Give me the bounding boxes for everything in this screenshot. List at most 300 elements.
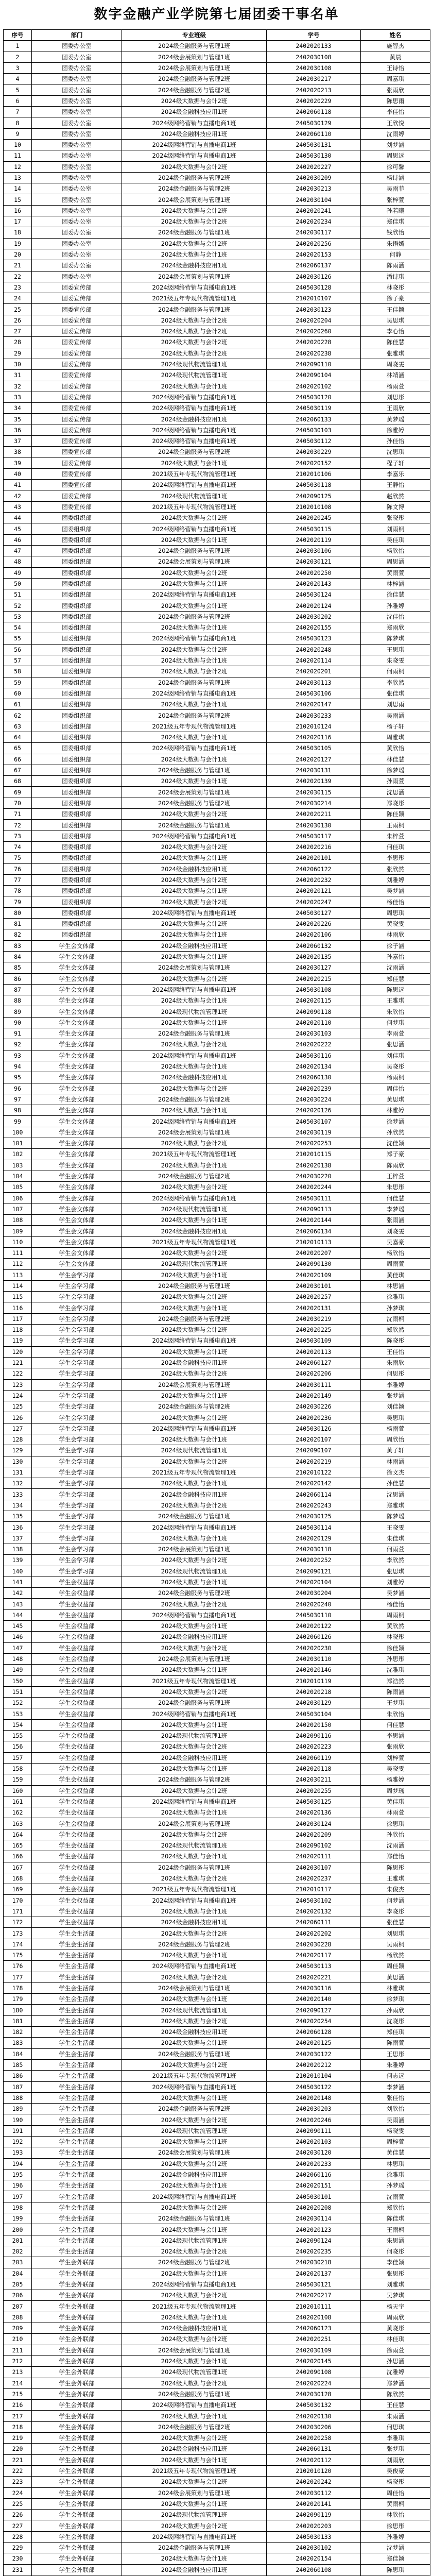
row-name: 林雨萱 [361,1807,430,1818]
row-department: 团委组织部 [32,841,122,852]
row-name: 吴雨桐 [361,1939,430,1950]
row-department: 团委宣传部 [32,315,122,326]
row-class: 2024级大数据与会计2班 [122,1039,267,1050]
row-index: 54 [4,622,32,633]
row-index: 186 [4,2071,32,2081]
row-student-id: 2402030102 [267,2542,361,2553]
row-index: 211 [4,2345,32,2355]
row-department: 学生会生活部 [32,2246,122,2257]
row-name: 沈雨涵 [361,1840,430,1851]
row-name: 周佳颖 [361,1961,430,1972]
row-student-id: 2102010115 [267,1149,361,1160]
row-department: 学生会文体部 [32,1171,122,1181]
row-class: 2024级会展策划与管理1班 [122,271,267,282]
row-name: 沈雨婷 [361,128,430,139]
row-name: 吴思琪 [361,315,430,326]
row-class: 2024级金融服务与管理1班 [122,677,267,688]
row-student-id: 2402020247 [267,896,361,907]
row-class: 2024级现代物流管理1班 [122,490,267,501]
row-class: 2024级金融服务与管理2班 [122,2104,267,2114]
row-index: 124 [4,1390,32,1401]
row-class: 2024级大数据与会计2班 [122,348,267,359]
row-index: 167 [4,1862,32,1873]
row-name: 林晓彤 [361,282,430,293]
row-department: 团委组织部 [32,611,122,622]
row-student-id: 2402020229 [267,95,361,106]
row-department: 学生会生活部 [32,1994,122,2005]
table-row [4,1138,430,1148]
row-department: 学生会外联部 [32,2553,122,2564]
row-index: 67 [4,765,32,775]
row-student-id: 2402090108 [267,2367,361,2378]
row-class: 2024级大数据与会计1班 [122,457,267,468]
row-department: 团委宣传部 [32,282,122,293]
row-class: 2024级现代物流管理1班 [122,1566,267,1577]
table-row [4,1467,430,1478]
row-name: 李佳颖 [361,2257,430,2268]
row-name: 刘雨桐 [361,523,430,534]
row-class: 2024级大数据与会计1班 [122,1346,267,1357]
row-name: 陈雨萱 [361,2038,430,2048]
row-index: 184 [4,2048,32,2059]
row-student-id: 2402020246 [267,2114,361,2125]
row-student-id: 2402020217 [267,2290,361,2301]
table-row [4,425,430,435]
row-index: 221 [4,2454,32,2465]
table-row [4,1094,430,1105]
row-name: 张佳慧 [361,1917,430,1928]
row-index: 111 [4,1247,32,1258]
row-index: 172 [4,1917,32,1928]
table-row [4,2169,430,2180]
row-index: 189 [4,2104,32,2114]
row-department: 团委组织部 [32,545,122,556]
table-row [4,919,430,929]
row-student-id: 2402020101 [267,853,361,863]
row-name: 何静 [361,249,430,260]
row-class: 2024级大数据与会计2班 [122,205,267,216]
row-department: 学生会生活部 [32,2038,122,2048]
row-department: 学生会文体部 [32,995,122,1006]
row-student-id: 2402020123 [267,2224,361,2235]
row-index: 24 [4,293,32,304]
row-student-id: 2402030219 [267,1313,361,1324]
row-index: 116 [4,1302,32,1313]
row-student-id: 2402020219 [267,1456,361,1467]
row-class: 2024级金融服务与管理1班 [122,2542,267,2553]
table-row [4,732,430,743]
row-name: 陈欣然 [361,2388,430,2399]
row-department: 学生会学习部 [32,1423,122,1434]
row-index: 91 [4,1028,32,1039]
row-index: 114 [4,1280,32,1291]
row-index: 140 [4,1566,32,1577]
row-name: 沈晓彤 [361,2015,430,2026]
row-student-id: 2405030125 [267,1796,361,1807]
row-class: 2024级大数据与会计2班 [122,1928,267,1939]
row-name: 王晓雯 [361,1522,430,1533]
row-department: 学生会文体部 [32,1236,122,1247]
table-row [4,2400,430,2411]
row-index: 131 [4,1467,32,1478]
row-name: 徐梦瑶 [361,765,430,775]
row-class: 2024级现代物流管理1班 [122,359,267,369]
row-student-id: 2102010104 [267,2071,361,2081]
row-name: 李雅琪 [361,2433,430,2444]
row-department: 学生会外联部 [32,2421,122,2432]
row-name: 何佳慧 [361,1719,430,1730]
row-name: 孙思涵 [361,2355,430,2366]
table-row [4,392,430,402]
table-row [4,523,430,534]
row-name: 周梓萱 [361,2137,430,2147]
row-class: 2024级大数据与会计1班 [122,600,267,611]
row-class: 2024级金融科技应用1班 [122,2169,267,2180]
row-student-id: 2402090102 [267,1840,361,1851]
row-class: 2024级大数据与会计1班 [122,2268,267,2279]
row-class: 2024级网络营销与直播电商1班 [122,1193,267,1204]
table-row [4,1489,430,1500]
row-index: 19 [4,238,32,249]
row-department: 学生会生活部 [32,2104,122,2114]
row-class: 2024级大数据与会计2班 [122,1785,267,1796]
header-class: 专业班级 [122,30,267,41]
row-department: 学生会学习部 [32,1390,122,1401]
row-name: 刘雅婷 [361,874,430,885]
row-index: 185 [4,2059,32,2070]
row-name: 林雅婷 [361,1105,430,1116]
row-name: 周晓雯 [361,359,430,369]
row-student-id: 2402030129 [267,1698,361,1708]
row-class: 2024级大数据与会计1班 [122,1763,267,1774]
row-student-id: 2402060114 [267,1489,361,1500]
row-index: 160 [4,1785,32,1796]
row-department: 团委组织部 [32,765,122,775]
table-row [4,545,430,556]
row-class: 2024级大数据与会计2班 [122,896,267,907]
table-row [4,1708,430,1719]
row-index: 230 [4,2553,32,2564]
row-index: 48 [4,556,32,567]
row-index: 85 [4,962,32,973]
row-class: 2024级网络营销与直播电商1班 [122,1423,267,1434]
row-name: 刘思雨 [361,699,430,710]
row-student-id: 2102010113 [267,1236,361,1247]
row-name: 林佳琪 [361,2334,430,2345]
table-row [4,2421,430,2432]
row-index: 44 [4,513,32,523]
row-department: 团委组织部 [32,710,122,721]
row-department: 团委组织部 [32,907,122,918]
table-row [4,1840,430,1851]
table-row [4,1642,430,1653]
row-department: 学生会学习部 [32,1269,122,1280]
row-student-id: 2405030101 [267,2191,361,2202]
table-row [4,1028,430,1039]
table-row [4,1719,430,1730]
row-index: 164 [4,1829,32,1840]
row-department: 学生会学习部 [32,1434,122,1445]
row-department: 团委组织部 [32,896,122,907]
row-name: 朱思涵 [361,2235,430,2246]
row-index: 120 [4,1346,32,1357]
row-student-id: 2402030204 [267,1588,361,1599]
row-class: 2024级网络营销与直播电商1班 [122,1895,267,1906]
row-student-id: 2402020245 [267,513,361,523]
row-name: 黄思琪 [361,1094,430,1105]
row-student-id: 2402090127 [267,2005,361,2015]
row-department: 团委组织部 [32,677,122,688]
row-index: 100 [4,1127,32,1138]
row-name: 沈思涵 [361,787,430,798]
row-index: 90 [4,1017,32,1028]
row-student-id: 2402020104 [267,1577,361,1587]
row-department: 学生会文体部 [32,1259,122,1269]
row-student-id: 2402020240 [267,1599,361,1609]
row-student-id: 2402060128 [267,2027,361,2038]
row-department: 团委办公室 [32,84,122,95]
row-index: 9 [4,128,32,139]
table-row [4,1335,430,1346]
row-index: 149 [4,1665,32,1675]
row-name: 周嘉琪 [361,74,430,84]
row-class: 2024级金融服务与管理1班 [122,545,267,556]
row-department: 学生会文体部 [32,1017,122,1028]
table-row [4,1698,430,1708]
table-row [4,260,430,271]
row-class: 2024级大数据与会计1班 [122,2411,267,2421]
row-class: 2024级金融服务与管理1班 [122,304,267,315]
row-student-id: 2405030131 [267,139,361,150]
row-student-id: 2402020139 [267,776,361,787]
table-row [4,1171,430,1181]
row-index: 93 [4,1050,32,1061]
row-class: 2024级大数据与会计1班 [122,886,267,896]
row-class: 2024级大数据与会计2班 [122,1555,267,1566]
table-row [4,776,430,787]
row-class: 2024级大数据与会计1班 [122,2454,267,2465]
row-student-id: 2402030203 [267,2104,361,2114]
row-index: 155 [4,1731,32,1741]
row-index: 144 [4,1609,32,1620]
row-department: 学生会文体部 [32,1105,122,1116]
table-row [4,414,430,425]
row-department: 学生会外联部 [32,2433,122,2444]
row-student-id: 2402020256 [267,238,361,249]
row-class: 2024级大数据与会计2班 [122,2520,267,2531]
row-class: 2024级金融服务与管理1班 [122,41,267,52]
table-row [4,1346,430,1357]
table-row [4,2290,430,2301]
table-row [4,1752,430,1763]
row-class: 2024级大数据与会计2班 [122,1686,267,1697]
table-row [4,1325,430,1335]
table-row [4,567,430,578]
row-class: 2024级大数据与会计1班 [122,1160,267,1171]
row-department: 学生会权益部 [32,1873,122,1884]
row-class: 2024级金融科技应用1班 [122,260,267,271]
row-name: 林雨欣 [361,929,430,940]
row-class: 2021级五年专现代物流管理1班 [122,293,267,304]
row-student-id: 2402020223 [267,1741,361,1752]
row-name: 杨雨萱 [361,1423,430,1434]
table-row [4,1895,430,1906]
row-index: 130 [4,1456,32,1467]
row-index: 170 [4,1895,32,1906]
row-student-id: 2402020111 [267,1851,361,1862]
table-row [4,798,430,808]
row-department: 学生会权益部 [32,1599,122,1609]
row-class: 2024级会展策划与管理1班 [122,1982,267,1993]
row-department: 学生会权益部 [32,1763,122,1774]
row-name: 何梦琪 [361,1017,430,1028]
row-department: 学生会文体部 [32,1083,122,1094]
row-name: 黄梦瑶 [361,414,430,425]
row-department: 团委组织部 [32,600,122,611]
row-student-id: 2402020130 [267,2411,361,2421]
row-department: 团委宣传部 [32,447,122,457]
row-index: 139 [4,1555,32,1566]
table-row [4,139,430,150]
row-department: 学生会权益部 [32,1588,122,1599]
row-class: 2024级大数据与会计1班 [122,1719,267,1730]
row-class: 2024级网络营销与直播电商1班 [122,1050,267,1061]
row-student-id: 2405030126 [267,1423,361,1434]
table-row [4,1236,430,1247]
table-row [4,2334,430,2345]
row-department: 学生会权益部 [32,1884,122,1895]
row-name: 杨欣怡 [361,545,430,556]
row-department: 团委办公室 [32,128,122,139]
row-name: 钱欣怡 [361,227,430,238]
table-row [4,1555,430,1566]
row-index: 46 [4,534,32,545]
row-index: 41 [4,480,32,490]
row-name: 周雅琪 [361,732,430,743]
table-row [4,2268,430,2279]
row-class: 2021级五年专现代物流管理1班 [122,1884,267,1895]
row-index: 179 [4,1994,32,2005]
row-student-id: 2402020144 [267,1215,361,1226]
row-department: 学生会学习部 [32,1313,122,1324]
row-department: 学生会权益部 [32,1686,122,1697]
row-department: 团委宣传部 [32,381,122,392]
row-student-id: 2402020230 [267,1642,361,1653]
table-row [4,370,430,381]
row-department: 学生会生活部 [32,2169,122,2180]
row-index: 196 [4,2180,32,2191]
row-department: 学生会外联部 [32,2301,122,2312]
row-index: 145 [4,1621,32,1632]
row-student-id: 2402020252 [267,1555,361,1566]
table-row [4,863,430,874]
row-student-id: 2402020228 [267,337,361,348]
row-index: 113 [4,1269,32,1280]
row-class: 2024级网络营销与直播电商1班 [122,743,267,754]
row-student-id: 2402020132 [267,1906,361,1917]
row-student-id: 2402020142 [267,1478,361,1489]
row-department: 学生会权益部 [32,1752,122,1763]
row-department: 团委组织部 [32,589,122,600]
row-index: 199 [4,2213,32,2224]
row-department: 学生会文体部 [32,1050,122,1061]
row-class: 2024级会展策划与管理1班 [122,962,267,973]
row-name: 潘诗琪 [361,271,430,282]
table-row [4,2444,430,2454]
row-name: 张思琪 [361,1566,430,1577]
row-class: 2024级金融服务与管理2班 [122,447,267,457]
row-department: 团委组织部 [32,874,122,885]
row-department: 团委宣传部 [32,403,122,414]
row-student-id: 2402060110 [267,128,361,139]
row-name: 沈雅婷 [361,2367,430,2378]
table-row [4,896,430,907]
row-name: 孙佳慧 [361,1478,430,1489]
table-row [4,1653,430,1664]
row-student-id: 2402030229 [267,447,361,457]
row-name: 吴俊豪 [361,2465,430,2476]
row-class: 2024级大数据与会计2班 [122,809,267,820]
row-student-id: 2402020112 [267,2454,361,2465]
row-student-id: 2402020227 [267,161,361,172]
row-index: 210 [4,2334,32,2345]
row-class: 2024级现代物流管理1班 [122,2510,267,2520]
row-class: 2024级金融服务与管理2班 [122,1313,267,1324]
row-student-id: 2402020109 [267,1269,361,1280]
row-index: 27 [4,326,32,337]
row-department: 团委组织部 [32,534,122,545]
row-name: 孙雨萱 [361,776,430,787]
row-name: 吴思琪 [361,1412,430,1423]
row-student-id: 2405030105 [267,743,361,754]
table-row [4,1050,430,1061]
row-department: 学生会文体部 [32,1116,122,1127]
row-class: 2024级大数据与会计1班 [122,578,267,589]
table-row [4,929,430,940]
row-index: 174 [4,1939,32,1950]
table-row [4,841,430,852]
table-row [4,1006,430,1017]
row-department: 团委组织部 [32,743,122,754]
row-department: 团委办公室 [32,227,122,238]
table-row [4,2158,430,2169]
row-name: 吴雨菲 [361,183,430,194]
table-row [4,633,430,644]
row-department: 团委组织部 [32,798,122,808]
row-index: 72 [4,820,32,831]
row-index: 42 [4,490,32,501]
table-row [4,1544,430,1554]
row-student-id: 2402030131 [267,765,361,775]
table-row [4,2104,430,2114]
row-department: 学生会生活部 [32,2180,122,2191]
row-name: 徐雨萱 [361,2345,430,2355]
table-row [4,1763,430,1774]
row-student-id: 2402020216 [267,841,361,852]
row-name: 吴晓雯 [361,1763,430,1774]
row-student-id: 2402030209 [267,172,361,183]
row-student-id: 2402020242 [267,2477,361,2487]
row-student-id: 2402090110 [267,359,361,369]
row-department: 团委宣传部 [32,468,122,479]
table-row [4,2059,430,2070]
row-name: 张思彤 [361,2268,430,2279]
row-index: 162 [4,1807,32,1818]
row-index: 3 [4,62,32,73]
row-class: 2024级现代物流管理1班 [122,1840,267,1851]
row-department: 学生会学习部 [32,1335,122,1346]
row-index: 4 [4,74,32,84]
